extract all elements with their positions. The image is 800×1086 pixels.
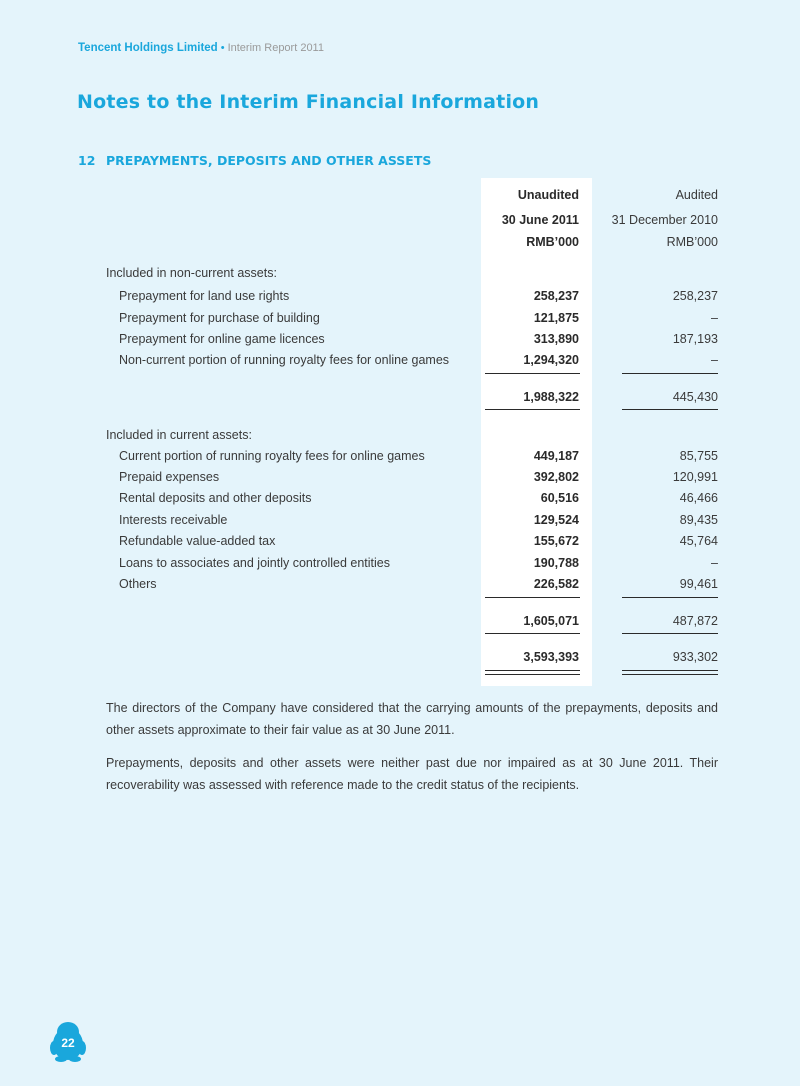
subtotal-prior: 487,872 [672,614,718,628]
row-label: Prepayment for purchase of building [119,311,320,325]
row-value-prior: 45,764 [679,534,718,548]
subtotal-rule [622,597,718,598]
column-unit-current: RMB’000 [526,235,579,249]
subtotal-rule [485,373,580,374]
row-value-prior: 89,435 [679,513,718,527]
total-double-rule [622,670,718,671]
row-value-prior: 187,193 [672,332,718,346]
table-row [0,513,800,533]
row-value-prior: – [711,353,718,367]
table-row [0,470,800,490]
row-value-current: 1,294,320 [523,353,579,367]
table-row [0,534,800,554]
total-double-rule [485,670,580,671]
row-value-prior: – [711,311,718,325]
row-value-current: 392,802 [533,470,579,484]
section-title: PREPAYMENTS, DEPOSITS AND OTHER ASSETS [106,153,432,168]
row-value-prior: 85,755 [679,449,718,463]
row-value-current: 129,524 [533,513,579,527]
total-prior: 933,302 [672,650,718,664]
row-label: Interests receivable [119,513,228,527]
report-name: Interim Report 2011 [227,42,324,54]
subtotal-current: 1,988,322 [523,390,579,404]
page-number: 22 [61,1036,75,1050]
subtotal-rule [622,409,718,410]
subtotal-row [0,614,800,634]
column-date-current: 30 June 2011 [501,213,579,227]
row-label: Refundable value-added tax [119,534,276,548]
table-row [0,577,800,597]
subtotal-rule [622,633,718,634]
row-value-prior: – [711,556,718,570]
subtotal-rule [485,409,580,410]
row-value-current: 226,582 [533,577,579,591]
row-label: Current portion of running royalty fees for online games [119,449,425,463]
row-label: Prepayment for land use rights [119,289,290,303]
row-value-prior: 258,237 [672,289,718,303]
row-label: Prepaid expenses [119,470,220,484]
section-heading [78,153,431,168]
row-value-current: 258,237 [533,289,579,303]
non-current-heading: Included in non-current assets: [106,266,277,280]
subtotal-rule [622,373,718,374]
row-label: Others [119,577,157,591]
row-label: Non-current portion of running royalty fees for online games [119,353,450,367]
row-value-current: 449,187 [533,449,579,463]
column-date-prior: 31 December 2010 [611,213,718,227]
row-value-prior: 120,991 [672,470,718,484]
page-title: Notes to the Interim Financial Information [77,91,540,113]
row-value-current: 313,890 [533,332,579,346]
table-row [0,556,800,576]
row-value-current: 155,672 [533,534,579,548]
total-double-rule [622,674,718,675]
row-value-prior: 99,461 [679,577,718,591]
table-row [0,332,800,352]
non-current-heading-row [0,266,800,286]
header-separator: • [220,42,225,54]
column-unit-prior: RMB’000 [666,235,718,249]
note-paragraph-fair-value: The directors of the Company have considered that the carrying amounts of the prepayments, deposits and other assets approximate to their fair value as at 30 June 2011. [106,701,718,737]
section-number: 12 [78,153,96,168]
subtotal-current: 1,605,071 [523,614,579,628]
company-name: Tencent Holdings Limited [78,42,218,54]
table-row [0,491,800,511]
subtotal-rule [485,633,580,634]
current-heading: Included in current assets: [106,428,252,442]
row-label: Rental deposits and other deposits [119,491,312,505]
total-double-rule [485,674,580,675]
row-value-current: 60,516 [540,491,579,505]
total-current: 3,593,393 [523,650,579,664]
row-label: Prepayment for online game licences [119,332,325,346]
table-row [0,449,800,469]
current-heading-row [0,428,800,448]
row-value-current: 190,788 [533,556,579,570]
subtotal-row [0,390,800,410]
note-paragraph-recoverability: Prepayments, deposits and other assets were neither past due nor impaired as at 30 June 2011. Their recoverability was assessed with reference made to the credit status of the recipients. [106,756,718,792]
row-value-current: 121,875 [533,311,579,325]
running-header [78,42,324,54]
table-row [0,289,800,309]
table-row [0,311,800,331]
row-label: Loans to associates and jointly controlled entities [119,556,390,570]
column-status-prior: Audited [675,188,718,202]
subtotal-prior: 445,430 [672,390,718,404]
subtotal-rule [485,597,580,598]
total-row [0,650,800,670]
column-status-current: Unaudited [517,188,579,202]
row-value-prior: 46,466 [679,491,718,505]
table-row [0,353,800,373]
